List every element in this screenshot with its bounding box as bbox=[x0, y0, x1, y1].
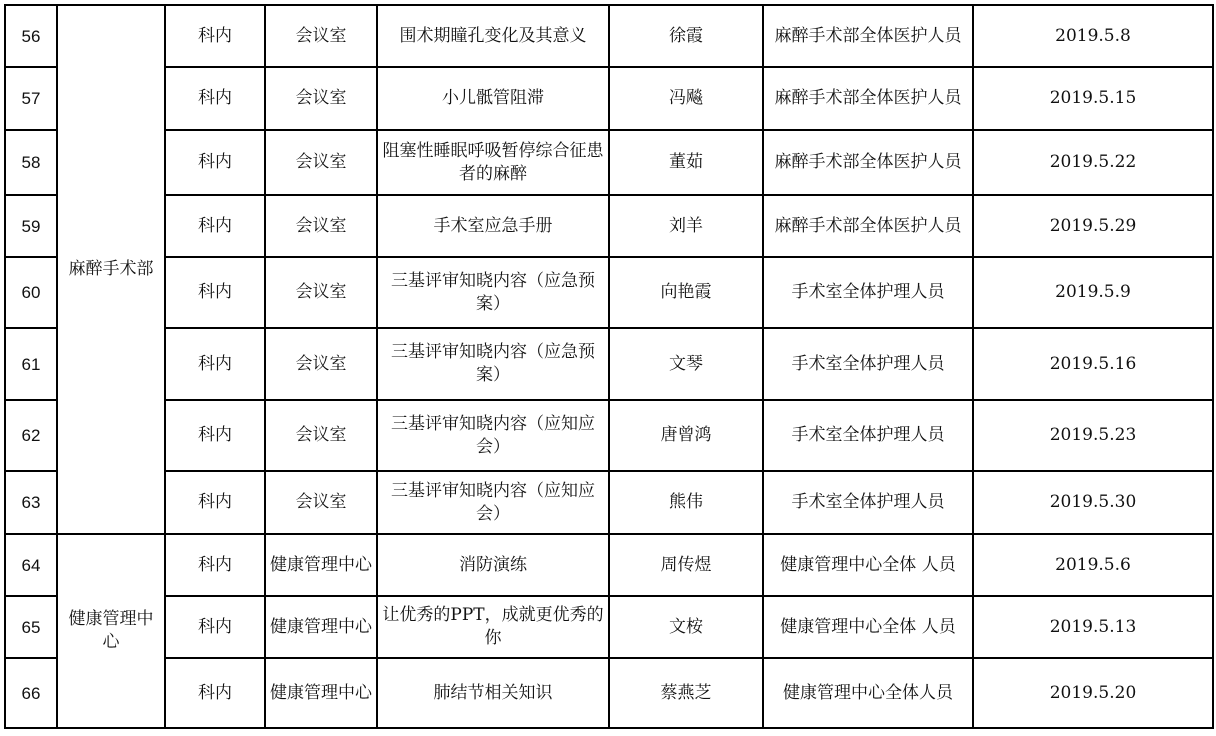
date: 2019.5.16 bbox=[973, 328, 1213, 400]
row-number: 59 bbox=[5, 195, 57, 257]
speaker: 唐曾鸿 bbox=[609, 400, 763, 471]
row-number: 57 bbox=[5, 67, 57, 130]
training-type: 科内 bbox=[165, 67, 265, 130]
audience: 手术室全体护理人员 bbox=[763, 471, 973, 534]
audience: 健康管理中心全体 人员 bbox=[763, 596, 973, 658]
speaker: 董茹 bbox=[609, 130, 763, 195]
table-row bbox=[5, 658, 1213, 728]
topic: 围术期瞳孔变化及其意义 bbox=[377, 5, 609, 67]
topic: 消防演练 bbox=[377, 534, 609, 596]
schedule-table bbox=[4, 4, 1214, 729]
topic: 三基评审知晓内容（应知应会） bbox=[377, 471, 609, 534]
department-cell: 健康管理中心 bbox=[57, 534, 165, 728]
row-number: 66 bbox=[5, 658, 57, 728]
topic: 肺结节相关知识 bbox=[377, 658, 609, 728]
date: 2019.5.29 bbox=[973, 195, 1213, 257]
audience: 手术室全体护理人员 bbox=[763, 257, 973, 328]
speaker: 文琴 bbox=[609, 328, 763, 400]
audience: 健康管理中心全体人员 bbox=[763, 658, 973, 728]
row-number: 58 bbox=[5, 130, 57, 195]
speaker: 徐霞 bbox=[609, 5, 763, 67]
speaker: 蔡燕芝 bbox=[609, 658, 763, 728]
row-number: 60 bbox=[5, 257, 57, 328]
topic: 三基评审知晓内容（应知应会） bbox=[377, 400, 609, 471]
location: 健康管理中心 bbox=[265, 596, 377, 658]
row-number: 64 bbox=[5, 534, 57, 596]
topic: 三基评审知晓内容（应急预案） bbox=[377, 257, 609, 328]
date: 2019.5.23 bbox=[973, 400, 1213, 471]
speaker: 冯飚 bbox=[609, 67, 763, 130]
audience: 手术室全体护理人员 bbox=[763, 328, 973, 400]
training-type: 科内 bbox=[165, 534, 265, 596]
location: 健康管理中心 bbox=[265, 534, 377, 596]
audience: 手术室全体护理人员 bbox=[763, 400, 973, 471]
row-number: 56 bbox=[5, 5, 57, 67]
table-row bbox=[5, 130, 1213, 195]
location: 会议室 bbox=[265, 67, 377, 130]
table-row bbox=[5, 195, 1213, 257]
row-number: 65 bbox=[5, 596, 57, 658]
table-row bbox=[5, 596, 1213, 658]
location: 会议室 bbox=[265, 257, 377, 328]
topic: 手术室应急手册 bbox=[377, 195, 609, 257]
location: 会议室 bbox=[265, 328, 377, 400]
topic: 三基评审知晓内容（应急预案） bbox=[377, 328, 609, 400]
date: 2019.5.22 bbox=[973, 130, 1213, 195]
location: 健康管理中心 bbox=[265, 658, 377, 728]
training-type: 科内 bbox=[165, 400, 265, 471]
table-row bbox=[5, 67, 1213, 130]
training-type: 科内 bbox=[165, 130, 265, 195]
audience: 健康管理中心全体 人员 bbox=[763, 534, 973, 596]
table-row bbox=[5, 400, 1213, 471]
date: 2019.5.15 bbox=[973, 67, 1213, 130]
topic: 让优秀的PPT，成就更优秀的你 bbox=[377, 596, 609, 658]
speaker: 向艳霞 bbox=[609, 257, 763, 328]
location: 会议室 bbox=[265, 471, 377, 534]
training-type: 科内 bbox=[165, 5, 265, 67]
training-type: 科内 bbox=[165, 471, 265, 534]
training-type: 科内 bbox=[165, 328, 265, 400]
topic: 阻塞性睡眠呼吸暂停综合征患者的麻醉 bbox=[377, 130, 609, 195]
speaker: 熊伟 bbox=[609, 471, 763, 534]
table-row bbox=[5, 471, 1213, 534]
audience: 麻醉手术部全体医护人员 bbox=[763, 130, 973, 195]
location: 会议室 bbox=[265, 400, 377, 471]
row-number: 63 bbox=[5, 471, 57, 534]
date: 2019.5.20 bbox=[973, 658, 1213, 728]
audience: 麻醉手术部全体医护人员 bbox=[763, 67, 973, 130]
table-row bbox=[5, 534, 1213, 596]
training-type: 科内 bbox=[165, 596, 265, 658]
topic: 小儿骶管阻滞 bbox=[377, 67, 609, 130]
department-cell: 麻醉手术部 bbox=[57, 5, 165, 534]
location: 会议室 bbox=[265, 195, 377, 257]
date: 2019.5.30 bbox=[973, 471, 1213, 534]
speaker: 周传煜 bbox=[609, 534, 763, 596]
audience: 麻醉手术部全体医护人员 bbox=[763, 5, 973, 67]
training-type: 科内 bbox=[165, 658, 265, 728]
date: 2019.5.6 bbox=[973, 534, 1213, 596]
table-row bbox=[5, 328, 1213, 400]
training-type: 科内 bbox=[165, 195, 265, 257]
date: 2019.5.8 bbox=[973, 5, 1213, 67]
table-row bbox=[5, 5, 1213, 67]
location: 会议室 bbox=[265, 130, 377, 195]
training-type: 科内 bbox=[165, 257, 265, 328]
date: 2019.5.9 bbox=[973, 257, 1213, 328]
date: 2019.5.13 bbox=[973, 596, 1213, 658]
row-number: 61 bbox=[5, 328, 57, 400]
speaker: 文桉 bbox=[609, 596, 763, 658]
location: 会议室 bbox=[265, 5, 377, 67]
table-row bbox=[5, 257, 1213, 328]
row-number: 62 bbox=[5, 400, 57, 471]
audience: 麻醉手术部全体医护人员 bbox=[763, 195, 973, 257]
speaker: 刘羊 bbox=[609, 195, 763, 257]
